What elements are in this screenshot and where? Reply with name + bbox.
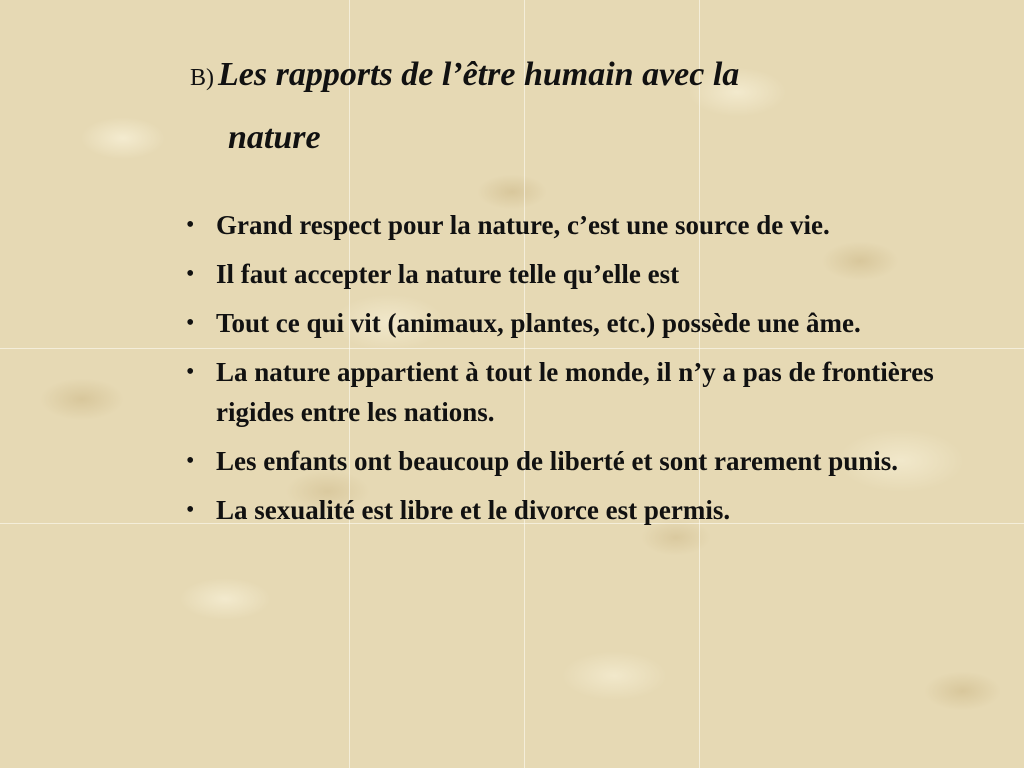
bullet-icon: • (186, 448, 195, 474)
bullet-list (186, 205, 946, 539)
bullet-icon: • (186, 310, 195, 336)
bullet-item (186, 352, 946, 432)
bullet-text: Grand respect pour la nature, c’est une source de vie. (216, 210, 830, 240)
bullet-text: Il faut accepter la nature telle qu’elle est (216, 259, 680, 289)
slide-title (190, 46, 890, 166)
bullet-icon: • (186, 212, 195, 238)
bullet-icon: • (186, 497, 195, 523)
bullet-text: Tout ce qui vit (animaux, plantes, etc.) possède une âme. (216, 308, 861, 338)
bullet-text: La nature appartient à tout le monde, il n’y a pas de frontières rigides entre les nations. (216, 357, 934, 427)
bullet-item (186, 254, 946, 294)
bullet-icon: • (186, 261, 195, 287)
title-text-line2: nature (228, 119, 321, 156)
bullet-item (186, 441, 946, 481)
bullet-icon: • (186, 359, 195, 385)
bullet-item (186, 205, 946, 245)
bullet-item (186, 303, 946, 343)
title-text: Les rapports de l’être humain avec la (218, 56, 740, 93)
title-prefix: B) (190, 65, 214, 91)
bullet-text: Les enfants ont beaucoup de liberté et sont rarement punis. (216, 446, 899, 476)
bullet-item (186, 490, 946, 530)
bullet-text: La sexualité est libre et le divorce est permis. (216, 495, 731, 525)
